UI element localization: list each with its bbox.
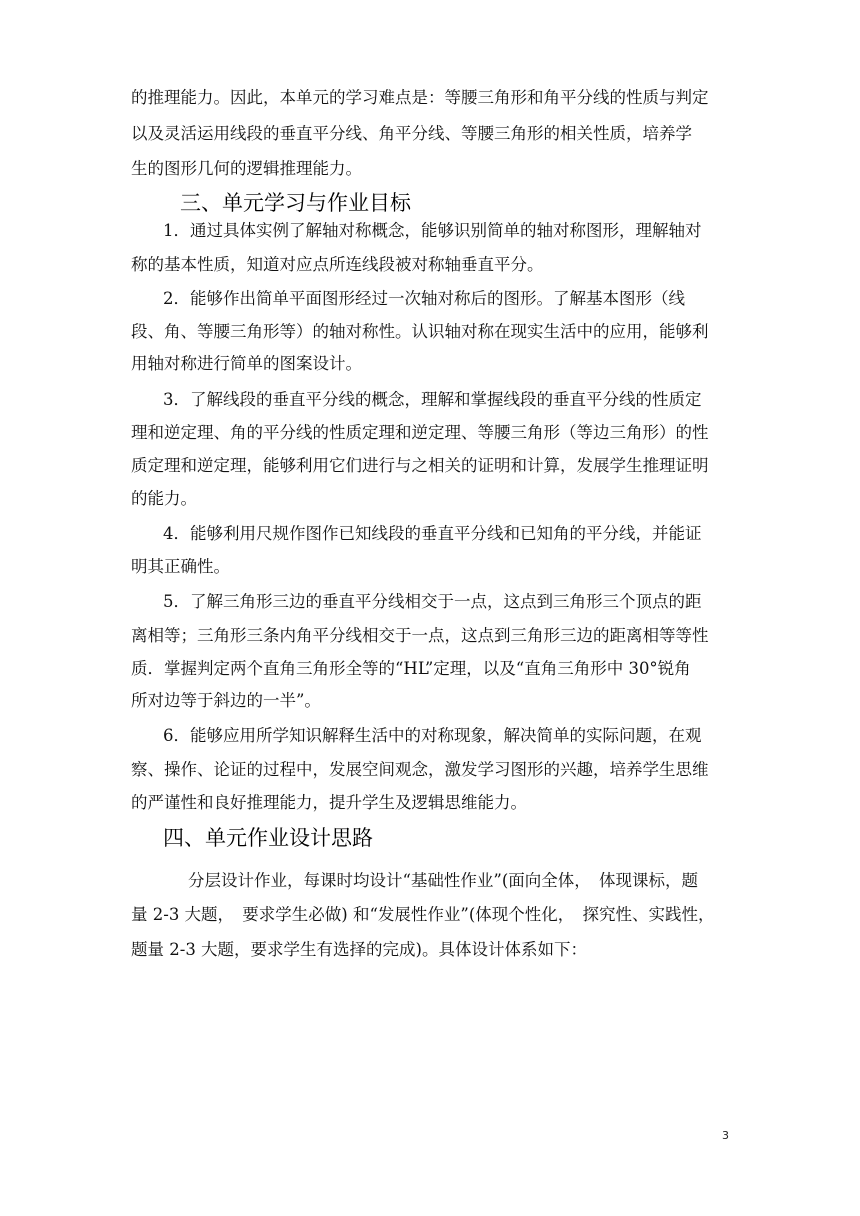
objective-line: 的能力。	[131, 489, 197, 508]
section-heading: 三、单元学习与作业目标	[180, 191, 411, 215]
objective-line: 理和逆定理、角的平分线的性质定理和逆定理、等腰三角形（等边三角形）的性	[131, 423, 709, 442]
intro-line: 的推理能力。因此，本单元的学习难点是：等腰三角形和角平分线的性质与判定	[131, 88, 709, 107]
intro-line: 以及灵活运用线段的垂直平分线、角平分线、等腰三角形的相关性质，培养学	[131, 124, 692, 143]
design-line: 题量 2-3 大题，要求学生有选择的完成)。具体设计体系如下：	[131, 940, 587, 959]
intro-line: 生的图形几何的逻辑推理能力。	[131, 159, 362, 178]
objective-line: 质定理和逆定理，能够利用它们进行与之相关的证明和计算，发展学生推理证明	[131, 456, 709, 475]
design-line: 量 2-3 大题， 要求学生必做) 和“发展性作业”(体现个性化， 探究性、实践性，	[131, 905, 715, 924]
objective-line: 5．了解三角形三边的垂直平分线相交于一点，这点到三角形三个顶点的距	[163, 592, 702, 611]
objective-line: 用轴对称进行简单的图案设计。	[131, 354, 362, 373]
objective-line: 6．能够应用所学知识解释生活中的对称现象，解决简单的实际问题，在观	[163, 726, 702, 745]
objective-line: 察、操作、论证的过程中，发展空间观念，激发学习图形的兴趣，培养学生思维	[131, 760, 709, 779]
section-heading: 四、单元作业设计思路	[163, 826, 373, 850]
objective-line: 段、角、等腰三角形等）的轴对称性。认识轴对称在现实生活中的应用，能够利	[131, 322, 709, 341]
objective-line: 3．了解线段的垂直平分线的概念，理解和掌握线段的垂直平分线的性质定	[163, 390, 702, 409]
objective-line: 明其正确性。	[131, 557, 230, 576]
objective-line: 称的基本性质，知道对应点所连线段被对称轴垂直平分。	[131, 255, 544, 274]
objective-line: 1．通过具体实例了解轴对称概念，能够识别简单的轴对称图形，理解轴对	[163, 221, 702, 240]
objective-line: 4．能够利用尺规作图作已知线段的垂直平分线和已知角的平分线，并能证	[163, 524, 702, 543]
objective-line: 质．掌握判定两个直角三角形全等的“HL”定理，以及“直角三角形中 30°锐角	[131, 659, 691, 678]
objective-line: 的严谨性和良好推理能力，提升学生及逻辑思维能力。	[131, 793, 527, 812]
page-number: 3	[722, 1129, 729, 1142]
objective-line: 离相等；三角形三条内角平分线相交于一点，这点到三角形三边的距离相等等性	[131, 626, 709, 645]
objective-line: 所对边等于斜边的一半”。	[131, 691, 321, 710]
objective-line: 2．能够作出简单平面图形经过一次轴对称后的图形。了解基本图形（线	[163, 289, 685, 308]
design-line: 分层设计作业，每课时均设计“基础性作业”(面向全体， 体现课标，题	[188, 871, 699, 890]
